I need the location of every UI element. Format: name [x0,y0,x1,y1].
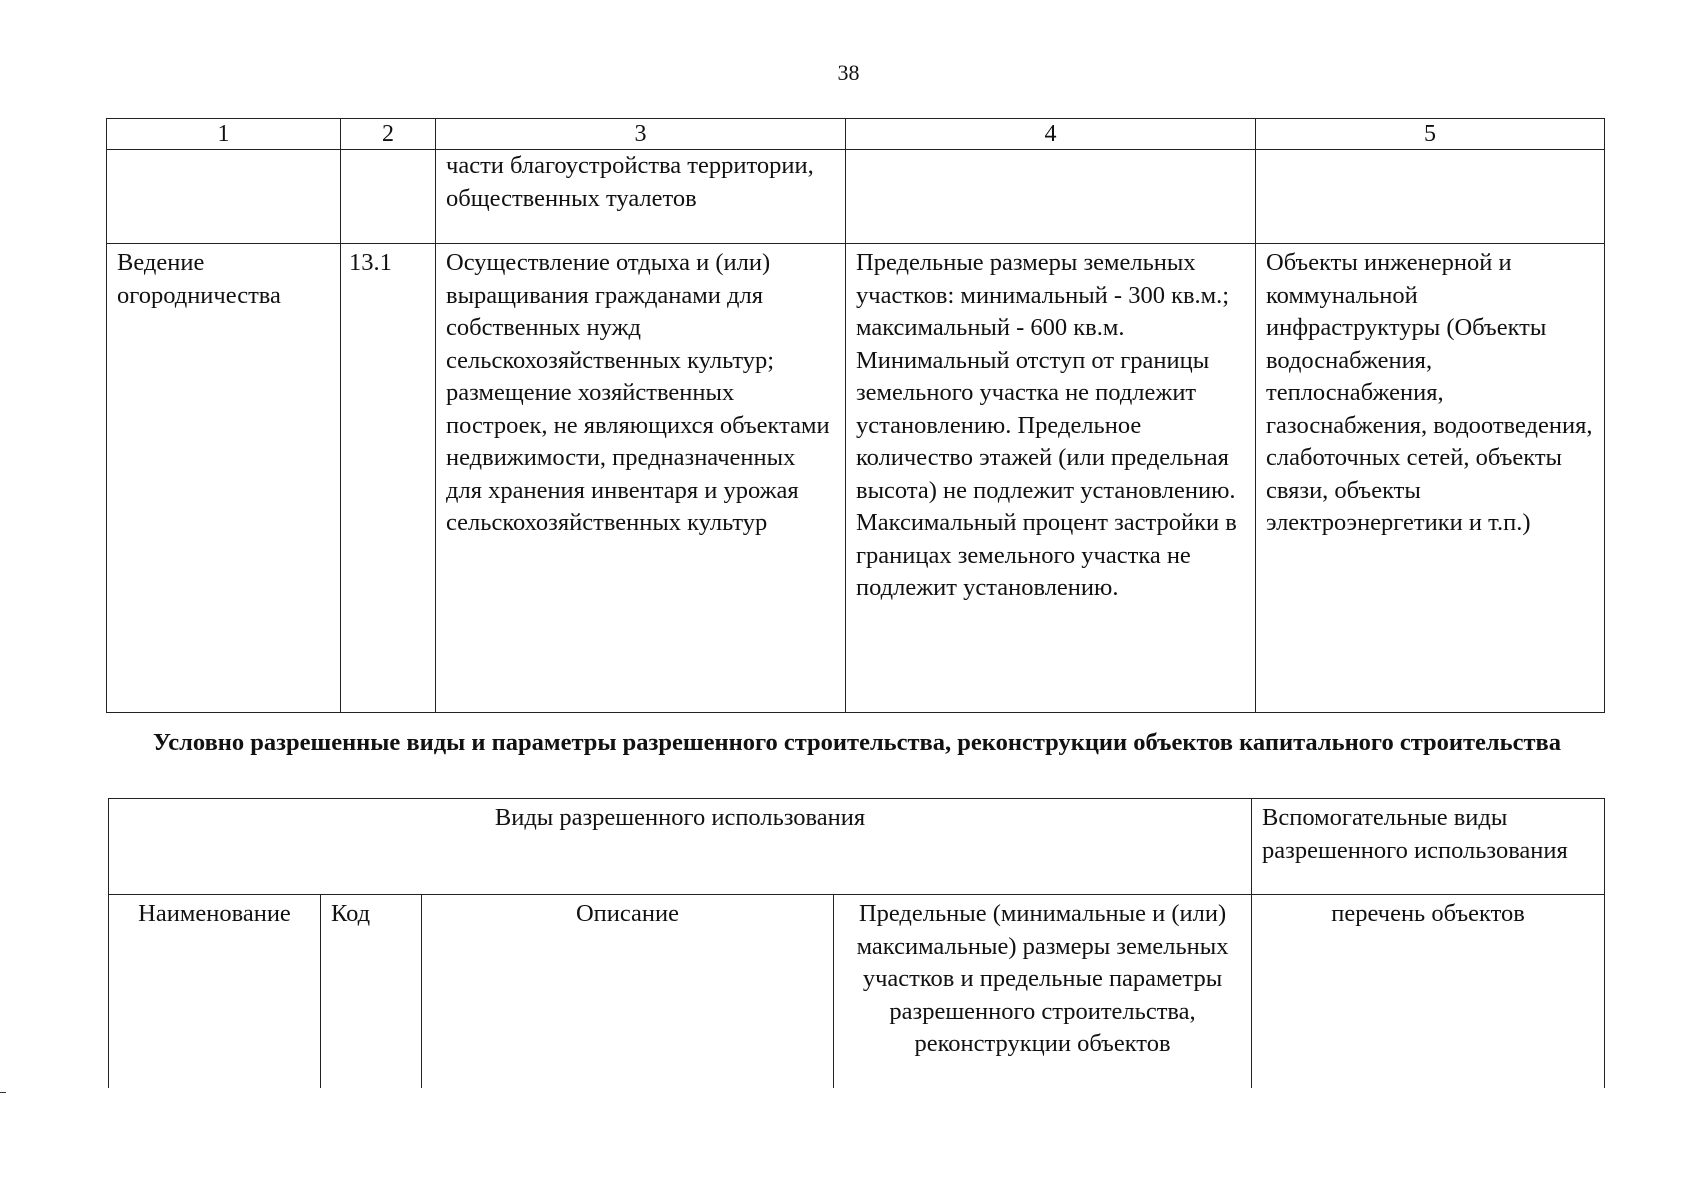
cell-name: Ведение огородничества [107,244,341,713]
cell-parameters [846,150,1256,244]
column-number-2: 2 [341,119,436,150]
cell-auxiliary: Объекты инженерной и коммунальной инфраструктуры (Объекты водоснабжения, теплоснабжения, газоснабжения, водоотведения, слаботочных сетей, объекты связи, объекты электроэнергетики и т.п.) [1256,244,1605,713]
cell-auxiliary [1256,150,1605,244]
column-number-4: 4 [846,119,1256,150]
cell-description: части благоустройства территории, общественных туалетов [436,150,846,244]
column-header-parameters: Предельные (минимальные и (или) максимальные) размеры земельных участков и предельные параметры разрешенного строительства, реконструкции объектов [834,895,1252,1089]
column-number-3: 3 [436,119,846,150]
column-header-name: Наименование [109,895,321,1089]
column-number-5: 5 [1256,119,1605,150]
cell-description: Осуществление отдыха и (или) выращивания гражданами для собственных нужд сельскохозяйственных культур; размещение хозяйственных построек, не являющихся объектами недвижимости, предназначенных для хранения инвентаря и урожая сельскохозяйственных культур [436,244,846,713]
group-header-auxiliary-uses: Вспомогательные виды разрешенного использования [1252,799,1605,895]
page-number: 38 [837,60,860,85]
table-row-gardening [107,244,1605,713]
table-column-header-row [109,895,1605,1089]
cell-code: 13.1 [341,244,436,713]
cell-parameters: Предельные размеры земельных участков: минимальный - 300 кв.м.; максимальный - 600 кв.м. Минимальный отступ от границы земельного участка не подлежит установлению. Предельное количество этажей (или предельная высота) не подлежит установлению. Максимальный процент застройки в границах земельного участка не подлежит установлению. [846,244,1256,713]
table-group-header-row [109,799,1605,895]
column-header-objects: перечень объектов [1252,895,1605,1089]
group-header-permitted-uses: Виды разрешенного использования [109,799,1252,895]
column-number-1: 1 [107,119,341,150]
cell-code [341,150,436,244]
section-heading: Условно разрешенные виды и параметры разрешенного строительства, реконструкции объектов капитального строительства [152,729,1562,756]
table-row-continuation [107,150,1605,244]
conditional-use-table [108,798,1605,1088]
cell-name [107,150,341,244]
land-use-table [106,118,1605,713]
column-header-code: Код [321,895,422,1089]
column-header-description: Описание [422,895,834,1089]
margin-mark [0,1092,6,1093]
table-header-row [107,119,1605,150]
